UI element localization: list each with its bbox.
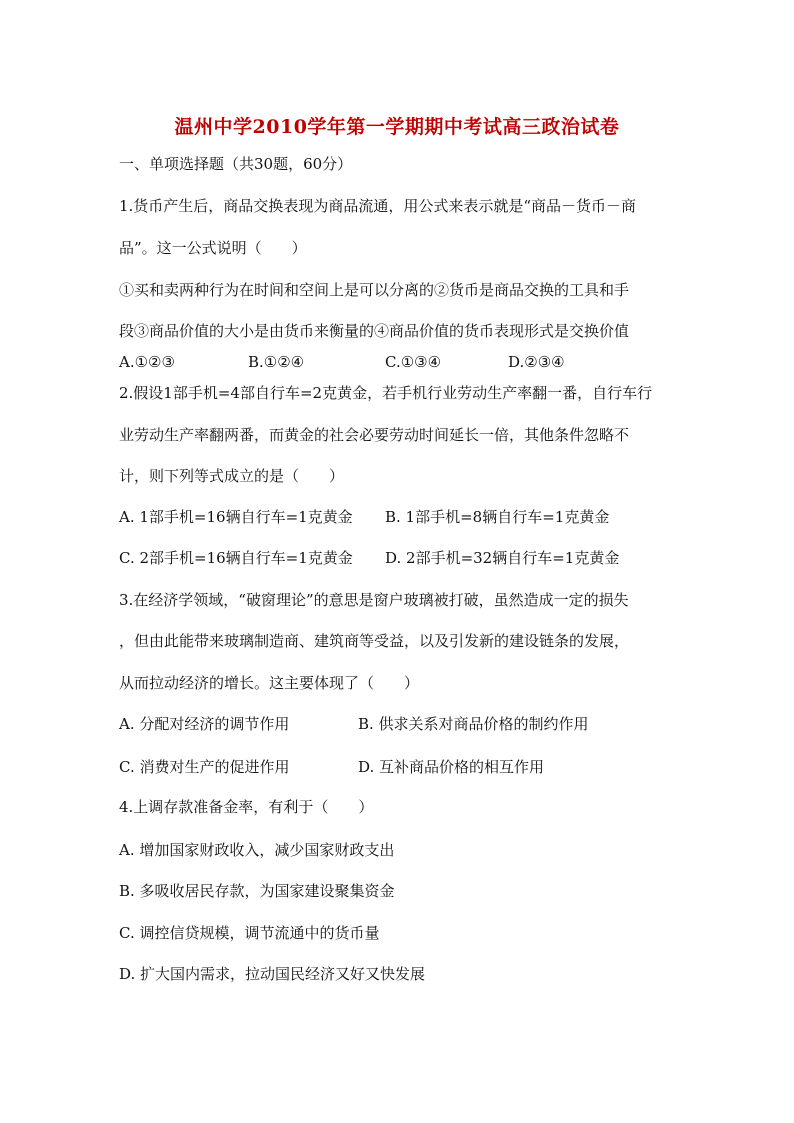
q4-option-a: A. 增加国家财政收入，减少国家财政支出	[119, 841, 395, 859]
q4-option-d: D. 扩大国内需求，拉动国民经济又好又快发展	[119, 965, 426, 983]
q3-option-b: B. 供求关系对商品价格的制约作用	[358, 715, 589, 733]
q4-stem-line1: 4.上调存款准备金率，有利于（ ）	[119, 798, 374, 816]
q4-option-b: B. 多吸收居民存款，为国家建设聚集资金	[119, 882, 395, 900]
q2-stem-line1: 2.假设1部手机=4部自行车=2克黄金，若手机行业劳动生产率翻一番，自行车行	[119, 384, 653, 402]
q1-option-c: C.①③④	[385, 353, 442, 371]
q1-option-d: D.②③④	[508, 353, 565, 371]
q1-statements-line2: 段③商品价值的大小是由货币来衡量的④商品价值的货币表现形式是交换价值	[119, 322, 630, 340]
q1-option-b: B.①②④	[248, 353, 305, 371]
q2-stem-line3: 计，则下列等式成立的是（ ）	[119, 467, 345, 485]
exam-title: 温州中学2010学年第一学期期中考试高三政治试卷	[174, 116, 620, 138]
q4-option-c: C. 调控信贷规模，调节流通中的货币量	[119, 924, 380, 942]
q3-stem-line2: ，但由此能带来玻璃制造商、建筑商等受益，以及引发新的建设链条的发展，	[119, 632, 630, 650]
q1-statements-line1: ①买和卖两种行为在时间和空间上是可以分离的②货币是商品交换的工具和手	[119, 281, 630, 299]
q3-stem-line1: 3.在经济学领域，“破窗理论”的意思是窗户玻璃被打破，虽然造成一定的损失	[119, 591, 629, 609]
q2-option-b: B. 1部手机=8辆自行车=1克黄金	[385, 508, 610, 526]
q3-option-a: A. 分配对经济的调节作用	[119, 715, 290, 733]
q1-stem-line2: 品”。这一公式说明（ ）	[119, 239, 307, 257]
q2-option-a: A. 1部手机=16辆自行车=1克黄金	[119, 508, 353, 526]
q3-option-c: C. 消费对生产的促进作用	[119, 758, 290, 776]
q2-stem-line2: 业劳动生产率翻两番，而黄金的社会必要劳动时间延长一倍，其他条件忽略不	[119, 426, 630, 444]
q2-option-c: C. 2部手机=16辆自行车=1克黄金	[119, 549, 353, 567]
q3-option-d: D. 互补商品价格的相互作用	[358, 758, 545, 776]
q1-stem-line1: 1.货币产生后，商品交换表现为商品流通，用公式来表示就是“商品－货币－商	[119, 197, 636, 215]
q3-stem-line3: 从而拉动经济的增长。这主要体现了（ ）	[119, 674, 420, 692]
q2-option-d: D. 2部手机=32辆自行车=1克黄金	[385, 549, 620, 567]
q1-option-a: A.①②③	[119, 353, 175, 371]
section-heading: 一、单项选择题（共30题，60分）	[119, 155, 353, 173]
